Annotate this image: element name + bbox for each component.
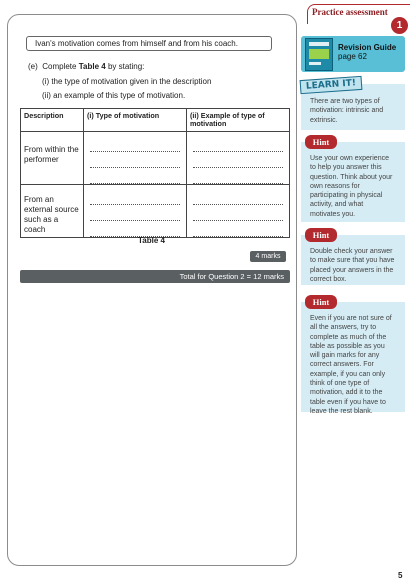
book-icon: [305, 38, 333, 71]
sub-question-i: (i) the type of motivation given in the description: [42, 77, 212, 86]
question-instruction: [28, 61, 144, 72]
page-number: 5: [398, 571, 403, 580]
answer-line[interactable]: [193, 221, 283, 237]
instruction-table-ref: Table 4: [78, 62, 106, 71]
row-label-internal: From within the performer: [21, 132, 84, 185]
answer-line[interactable]: [193, 136, 283, 152]
header-description: Description: [21, 109, 84, 132]
assessment-number-badge: 1: [391, 17, 408, 34]
motivation-table: [20, 108, 290, 238]
total-marks-bar: Total for Question 2 = 12 marks: [20, 270, 290, 283]
part-label: (e): [28, 62, 38, 71]
learn-it-badge: LEARN IT!: [300, 76, 363, 94]
table-row: [21, 185, 290, 238]
hint-panel-3: [301, 302, 405, 415]
revision-guide-page: page 62: [338, 52, 367, 61]
answer-line[interactable]: [90, 205, 180, 221]
table-row: [21, 132, 290, 185]
answer-line[interactable]: [90, 168, 180, 184]
section-title: Practice assessment: [312, 7, 388, 17]
hint-text-3: Even if you are not sure of all the answers, try to complete as much of the table as possible as you will gain marks for any correct answers. For example, if you can only think of one type of motivation, add it to the table even if you have to leave the rest blank.: [310, 315, 392, 415]
hint-panel-1: [301, 142, 405, 222]
marks-badge: 4 marks: [250, 251, 286, 262]
answer-line[interactable]: [90, 189, 180, 205]
answer-cell-type-internal[interactable]: [84, 132, 187, 185]
answer-line[interactable]: [90, 136, 180, 152]
answer-line[interactable]: [90, 221, 180, 237]
revision-guide-title: Revision Guide: [338, 43, 397, 52]
answer-line[interactable]: [90, 152, 180, 168]
instruction-suffix: by stating:: [107, 62, 145, 71]
header-example: (ii) Example of type of motivation: [187, 109, 290, 132]
answer-cell-example-external[interactable]: [187, 185, 290, 238]
hint-badge-2: Hint: [305, 228, 337, 242]
hint-text-1: Use your own experience to help you answer this question. Think about your own reasons for participating in physical activity, and what motivates you.: [310, 155, 393, 218]
learn-it-text: There are two types of motivation: intrinsic and extrinsic.: [310, 98, 384, 124]
scenario-quote: Ivan's motivation comes from himself and from his coach.: [26, 36, 272, 51]
answer-line[interactable]: [193, 168, 283, 184]
answer-line[interactable]: [193, 205, 283, 221]
answer-cell-type-external[interactable]: [84, 185, 187, 238]
row-label-external: From an external source such as a coach: [21, 185, 84, 238]
answer-line[interactable]: [193, 152, 283, 168]
sub-question-ii: (ii) an example of this type of motivation.: [42, 91, 186, 100]
table-caption: Table 4: [138, 236, 165, 245]
hint-panel-2: [301, 235, 405, 285]
header-type: (i) Type of motivation: [84, 109, 187, 132]
hint-badge-3: Hint: [305, 295, 337, 309]
hint-badge-1: Hint: [305, 135, 337, 149]
answer-line[interactable]: [193, 189, 283, 205]
hint-text-2: Double check your answer to make sure that you have placed your answers in the correct box.: [310, 248, 395, 283]
table-header-row: [21, 109, 290, 132]
instruction-prefix: Complete: [42, 62, 77, 71]
answer-cell-example-internal[interactable]: [187, 132, 290, 185]
